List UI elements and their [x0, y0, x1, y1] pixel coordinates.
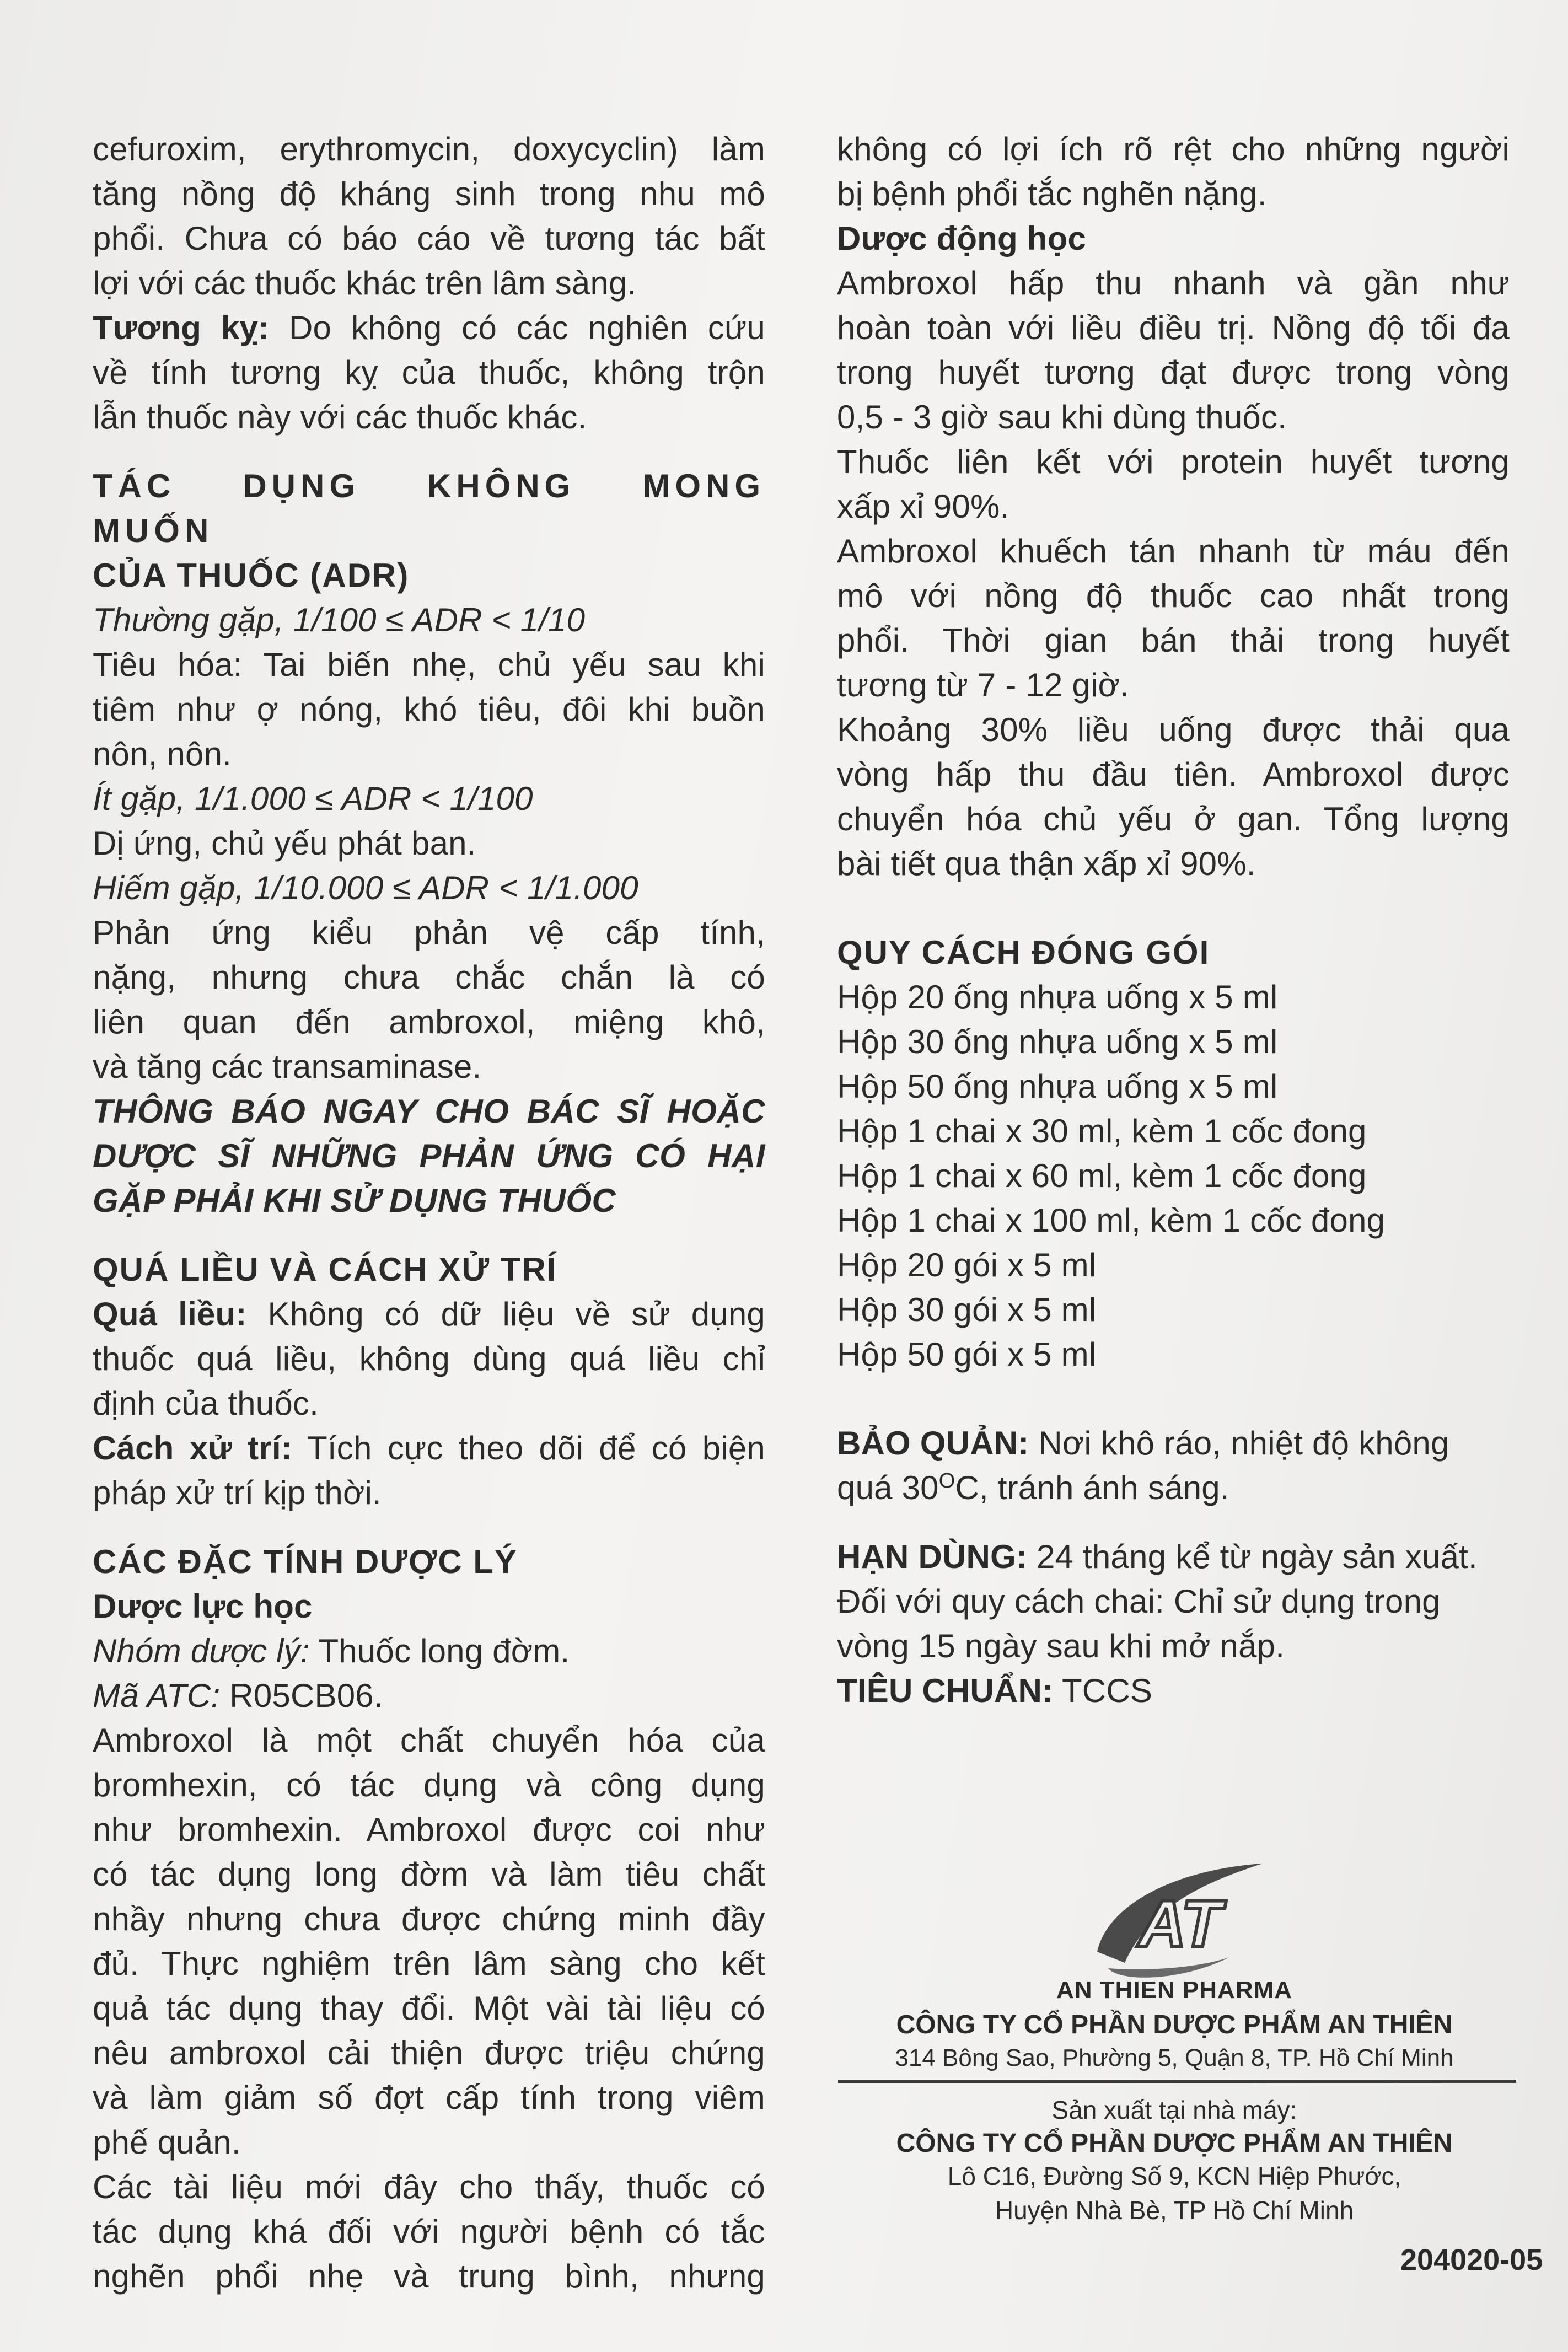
warning-line: DƯỢC SĨ NHỮNG PHẢN ỨNG CÓ HẠI	[93, 1137, 765, 1174]
text-line: lợi với các thuốc khác trên lâm sàng.	[93, 265, 637, 302]
text-span: Không có dữ liệu về sử dụng	[246, 1296, 766, 1333]
pharmacologic-group	[93, 1629, 765, 1673]
storage-text: Nơi khô ráo, nhiệt độ không	[1029, 1425, 1449, 1462]
degree-symbol: O	[938, 1469, 955, 1492]
text-line: quả tác dụng thay đổi. Một vài tài liệu có	[93, 1990, 765, 2027]
pharmacodynamics-heading: Dược lực học	[93, 1588, 313, 1625]
spacer	[93, 1223, 765, 1247]
standard-label: TIÊU CHUẨN:	[837, 1672, 1054, 1709]
made-at-label: Sản xuất tại nhà máy:	[1051, 2096, 1297, 2124]
brand-name: AN THIEN PHARMA	[1056, 1977, 1293, 2004]
spacer	[837, 1377, 1510, 1421]
text-line: Ambroxol hấp thu nhanh và gần như	[837, 265, 1510, 302]
text-line: trong huyết tương đạt được trong vòng	[837, 354, 1510, 391]
packaging-heading: QUY CÁCH ĐÓNG GÓI	[837, 934, 1210, 971]
text-line: phổi. Thời gian bán thải trong huyết	[837, 622, 1510, 659]
group-value: Thuốc long đờm.	[309, 1633, 570, 1669]
expiry-label: HẠN DÙNG:	[837, 1538, 1028, 1575]
text-line: có tác dụng long đờm và làm tiêu chất	[93, 1856, 765, 1893]
text-line: phổi. Chưa có báo cáo về tương tác bất	[93, 220, 765, 257]
overdose-heading: QUÁ LIỀU VÀ CÁCH XỬ TRÍ	[93, 1251, 557, 1288]
atc-code	[93, 1673, 765, 1718]
factory-address-line1: Lô C16, Đường Số 9, KCN Hiệp Phước,	[947, 2162, 1401, 2190]
text-line: Dị ứng, chủ yếu phát ban.	[93, 825, 476, 862]
text-line: bromhexin, có tác dụng và công dụng	[93, 1766, 765, 1803]
text-line: lẫn thuốc này với các thuốc khác.	[93, 399, 587, 436]
text-line: Các tài liệu mới đây cho thấy, thuốc có	[93, 2168, 765, 2205]
warning-line: GẶP PHẢI KHI SỬ DỤNG THUỐC	[93, 1182, 616, 1219]
text-line: Khoảng 30% liều uống được thải qua	[837, 711, 1510, 748]
pharmacokinetics-heading: Dược động học	[837, 220, 1087, 257]
right-column	[837, 127, 1510, 1713]
adr-common-frequency: Thường gặp, 1/100 ≤ ADR < 1/10	[93, 602, 586, 638]
storage-line-2	[837, 1465, 1510, 1510]
text-line: xấp xỉ 90%.	[837, 488, 1009, 525]
text-line: như bromhexin. Ambroxol được coi như	[93, 1811, 765, 1848]
factory-address-line2: Huyện Nhà Bè, TP Hồ Chí Minh	[995, 2196, 1354, 2225]
text-line: vòng hấp thu đầu tiên. Ambroxol được	[837, 756, 1510, 793]
adr-uncommon-frequency: Ít gặp, 1/1.000 ≤ ADR < 1/100	[93, 780, 533, 817]
text-line: bài tiết qua thận xấp xỉ 90%.	[837, 845, 1256, 882]
text-line: Thuốc liên kết với protein huyết tương	[837, 443, 1510, 480]
overdose-line	[93, 1292, 765, 1336]
packaging-item: Hộp 20 gói x 5 ml	[837, 1247, 1097, 1284]
text-line: Tiêu hóa: Tai biến nhẹ, chủ yếu sau khi	[93, 646, 765, 683]
packaging-item: Hộp 1 chai x 30 ml, kèm 1 cốc đong	[837, 1113, 1367, 1150]
text-line: và làm giảm số đợt cấp tính trong viêm	[93, 2079, 765, 2116]
packaging-item: Hộp 1 chai x 100 ml, kèm 1 cốc đong	[837, 1202, 1386, 1239]
text-line: tiêm như ợ nóng, khó tiêu, đôi khi buồn	[93, 691, 765, 728]
text-line: không có lợi ích rõ rệt cho những người	[837, 131, 1510, 168]
adr-heading: TÁC DỤNG KHÔNG MONG MUỐN	[93, 468, 765, 549]
standard-text: TCCS	[1053, 1672, 1153, 1709]
atc-label: Mã ATC:	[93, 1677, 221, 1714]
text-line: Đối với quy cách chai: Chỉ sử dụng trong	[837, 1583, 1441, 1620]
text-span: Tích cực theo dõi để có biện	[292, 1430, 765, 1467]
text-span: C, tránh ánh sáng.	[955, 1469, 1229, 1506]
warning-line: THÔNG BÁO NGAY CHO BÁC SĨ HOẶC	[93, 1093, 765, 1130]
pharmacology-heading: CÁC ĐẶC TÍNH DƯỢC LÝ	[93, 1543, 518, 1580]
expiry-text: 24 tháng kể từ ngày sản xuất.	[1027, 1538, 1478, 1575]
text-line: cefuroxim, erythromycin, doxycyclin) làm	[93, 131, 765, 168]
text-line: liên quan đến ambroxol, miệng khô,	[93, 1003, 765, 1040]
text-line: tương từ 7 - 12 giờ.	[837, 667, 1129, 704]
text-line: nặng, nhưng chưa chắc chắn là có	[93, 959, 765, 996]
logo-letters: AT	[1138, 1887, 1222, 1961]
divider	[838, 2080, 1516, 2083]
left-column	[93, 127, 765, 2299]
company-name: CÔNG TY CỔ PHẦN DƯỢC PHẨM AN THIÊN	[896, 2010, 1453, 2039]
treatment-line	[93, 1426, 765, 1470]
incompatibility-label: Tương kỵ:	[93, 309, 270, 346]
text-line: định của thuốc.	[93, 1385, 319, 1422]
text-line: vòng 15 ngày sau khi mở nắp.	[837, 1628, 1285, 1664]
text-line: nghẽn phổi nhẹ và trung bình, nhưng	[93, 2258, 765, 2295]
packaging-item: Hộp 50 ống nhựa uống x 5 ml	[837, 1068, 1278, 1105]
expiry-line	[837, 1534, 1510, 1579]
company-address: 314 Bông Sao, Phường 5, Quận 8, TP. Hồ Chí Minh	[895, 2044, 1454, 2071]
text-line: đủ. Thực nghiệm trên lâm sàng cho kết	[93, 1945, 765, 1982]
text-line: chuyển hóa chủ yếu ở gan. Tổng lượng	[837, 801, 1510, 837]
text-line: Ambroxol khuếch tán nhanh từ máu đến	[837, 533, 1510, 570]
packaging-item: Hộp 50 gói x 5 ml	[837, 1336, 1097, 1373]
storage-label: BẢO QUẢN:	[837, 1425, 1029, 1462]
text-line: nôn, nôn.	[93, 735, 232, 772]
spacer	[837, 1510, 1510, 1534]
text-line: Phản ứng kiểu phản vệ cấp tính,	[93, 914, 765, 951]
adr-heading-line2: CỦA THUỐC (ADR)	[93, 557, 410, 594]
factory-company-name: CÔNG TY CỔ PHẦN DƯỢC PHẨM AN THIÊN	[896, 2129, 1453, 2158]
spacer	[837, 886, 1510, 930]
packaging-item: Hộp 30 gói x 5 ml	[837, 1291, 1097, 1328]
text-line: phế quản.	[93, 2124, 241, 2161]
text-line: Ambroxol là một chất chuyển hóa của	[93, 1722, 765, 1759]
text-line: về tính tương kỵ của thuốc, không trộn	[93, 354, 765, 391]
text-line: thuốc quá liều, không dùng quá liều chỉ	[93, 1340, 765, 1377]
text-line: nêu ambroxol cải thiện được triệu chứng	[93, 2034, 765, 2071]
packaging-item: Hộp 1 chai x 60 ml, kèm 1 cốc đong	[837, 1157, 1367, 1194]
text-line: mô với nồng độ thuốc cao nhất trong	[837, 577, 1510, 614]
packaging-item: Hộp 30 ống nhựa uống x 5 ml	[837, 1023, 1278, 1060]
group-label: Nhóm dược lý:	[93, 1633, 310, 1669]
text-span: Do không có các nghiên cứu	[269, 309, 765, 346]
an-thien-logo-icon	[1086, 1858, 1268, 1985]
standard-line	[837, 1668, 1510, 1713]
text-line: tăng nồng độ kháng sinh trong nhu mô	[93, 175, 765, 212]
spacer	[93, 439, 765, 464]
document-code: 204020-05	[1400, 2243, 1543, 2276]
incompatibility-line	[93, 305, 765, 350]
text-line: hoàn toàn với liều điều trị. Nồng độ tối đa	[837, 309, 1510, 346]
text-line: bị bệnh phổi tắc nghẽn nặng.	[837, 175, 1267, 212]
overdose-label: Quá liều:	[93, 1296, 247, 1333]
text-line: 0,5 - 3 giờ sau khi dùng thuốc.	[837, 399, 1287, 436]
text-span: quá 30	[837, 1469, 939, 1506]
text-line: nhầy nhưng chưa được chứng minh đầy	[93, 1900, 765, 1937]
text-line: pháp xử trí kịp thời.	[93, 1474, 382, 1511]
adr-rare-frequency: Hiếm gặp, 1/10.000 ≤ ADR < 1/1.000	[93, 869, 638, 906]
treatment-label: Cách xử trí:	[93, 1430, 292, 1467]
spacer	[93, 1515, 765, 1539]
packaging-item: Hộp 20 ống nhựa uống x 5 ml	[837, 979, 1278, 1016]
text-line: tác dụng khá đối với người bệnh có tắc	[93, 2213, 765, 2250]
text-line: và tăng các transaminase.	[93, 1048, 482, 1085]
storage-line	[837, 1421, 1510, 1465]
atc-value: R05CB06.	[220, 1677, 383, 1714]
